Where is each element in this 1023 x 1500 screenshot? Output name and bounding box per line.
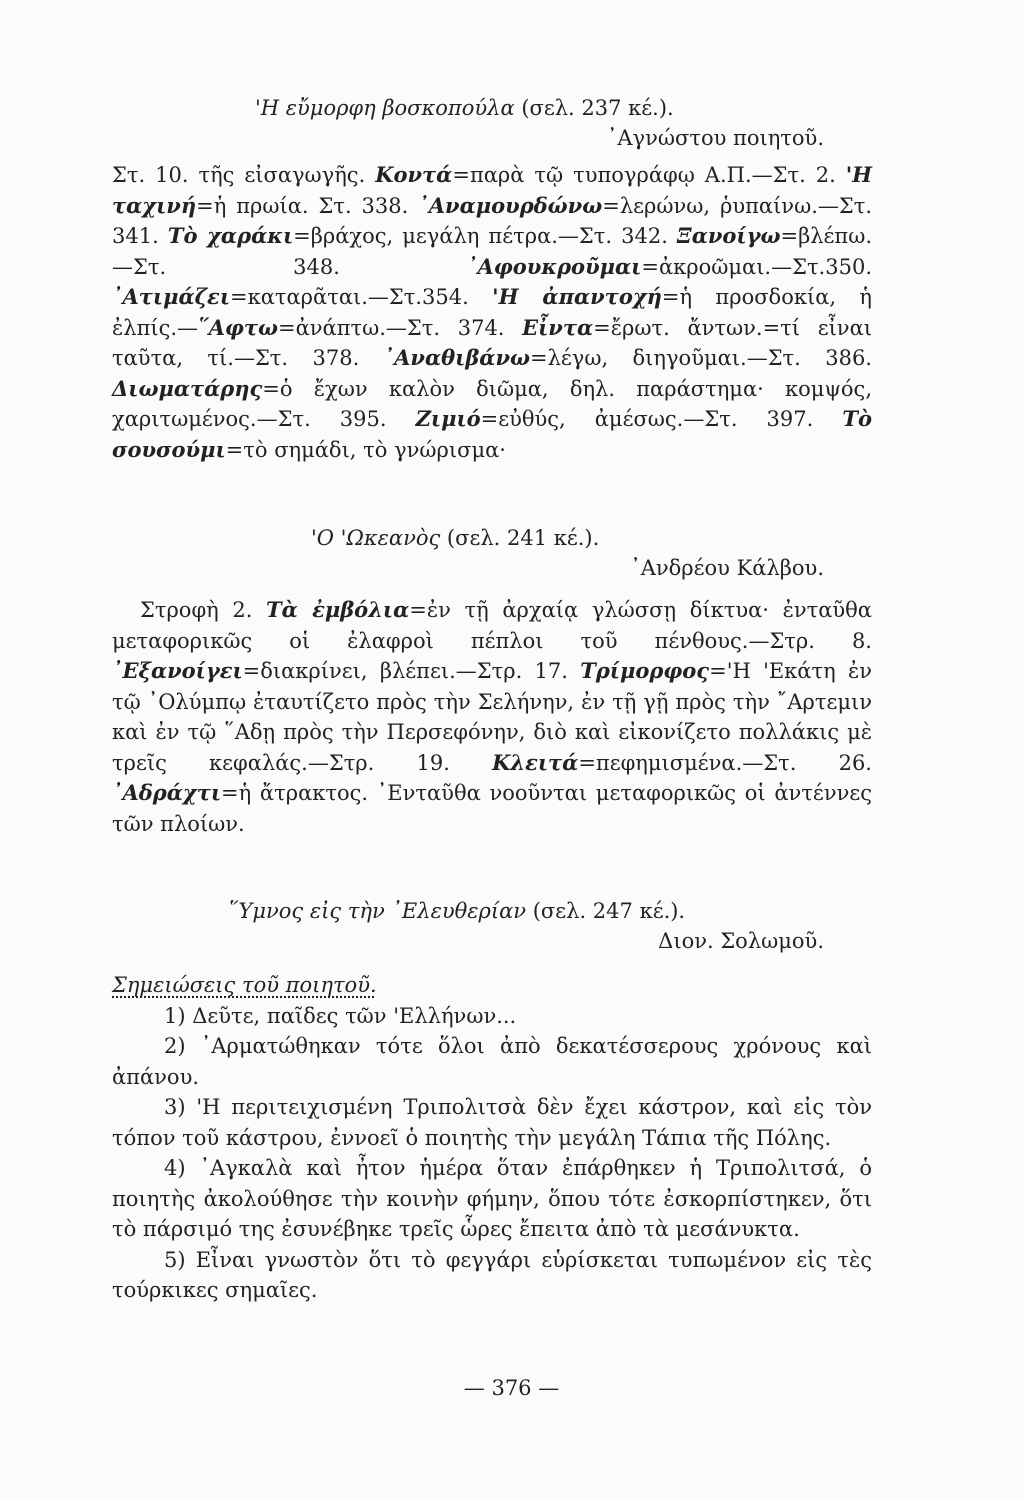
section1-text: =ἡ πρωία. Στ. 338.	[196, 193, 419, 218]
section-1-notes	[112, 160, 872, 465]
footnote-item: 5) Εἶναι γνωστὸν ὅτι τὸ φεγγάρι εὑρίσκεται τυπωμένον εἰς τὲς τούρκικες σημαῖες.	[112, 1247, 872, 1302]
section1-term: Διωματάρης	[112, 375, 263, 401]
section2-term: ᾿Εξανοίγει	[112, 658, 243, 683]
section1-text: =εὐθύς, ἀμέσως.—Στ. 397.	[480, 407, 843, 431]
footnote-item: 2) ᾿Αρματώθηκαν τότε ὅλοι ἀπὸ δεκατέσσερους χρόνους καὶ ἀπάνου.	[112, 1034, 872, 1089]
section-2-pages: (σελ. 241 κέ.).	[440, 526, 600, 550]
section-2-notes	[112, 595, 872, 839]
section1-term: 'Η ἀπαντοχή	[492, 284, 662, 309]
section-1-title: 'Η εὔμορφη βοσκοπούλα	[255, 96, 515, 120]
section2-text: =πεφημισμένα.—Στ. 26.	[578, 750, 872, 775]
section1-term: Τὸ χαράκι	[167, 223, 294, 248]
section1-term: Ζιμιό	[415, 406, 481, 431]
section1-term: Εἶντα	[522, 314, 594, 340]
section1-text: Στ. 10. τῆς εἰσαγωγῆς.	[112, 163, 376, 187]
section1-text: =ἔρωτ. ἄντων.=τί εἶναι ταῦτα, τί.—Στ. 378.	[112, 315, 872, 370]
section2-term: Κλειτά	[492, 749, 579, 775]
section-3-author: Διον. Σολωμοῦ.	[658, 929, 824, 953]
section-3-subheading: Σημειώσεις τοῦ ποιητοῦ.	[112, 973, 377, 997]
section-3-title: ῞Υμνος εἰς τὴν ᾿Ελευθερίαν	[228, 899, 527, 923]
section1-text: =βράχος, μεγάλη πέτρα.—Στ. 342.	[293, 224, 677, 248]
section2-text: =ἐν τῇ ἀρχαίᾳ γλώσσῃ δίκτυα· ἐνταῦθα μεταφορικῶς οἱ ἐλαφροὶ πέπλοι τοῦ πένθους.—Στρ. 8.	[112, 598, 872, 653]
section1-term: ῞Αφτω	[198, 314, 278, 340]
section1-text: =καταρᾶται.—Στ.354.	[229, 285, 493, 309]
section1-text: =τὸ σημάδι, τὸ γνώρισμα·	[225, 437, 506, 462]
section1-term: ᾿Αφουκροῦμαι	[466, 253, 642, 279]
footnote-item: 1) Δεῦτε, παῖδες τῶν 'Ελλήνων...	[164, 1003, 517, 1028]
section2-term: Τρίμορφος	[580, 658, 710, 683]
section1-text: =παρὰ τῷ τυπογράφῳ Α.Π.—Στ. 2.	[452, 163, 846, 187]
section-3-pages: (σελ. 247 κέ.).	[526, 899, 686, 923]
section1-term: Ξανοίγω	[676, 223, 781, 248]
section-1-heading	[112, 93, 872, 153]
section1-text: =ἀκροῶμαι.—Στ.350.	[641, 254, 872, 279]
section-2-heading	[112, 523, 872, 583]
section-2-notes-text	[112, 595, 872, 839]
section-3-heading	[112, 896, 872, 956]
section2-text: Στροφὴ 2.	[140, 598, 267, 622]
section2-text: =διακρίνει, βλέπει.—Στρ. 17.	[242, 659, 581, 683]
section1-term: ᾿Ατιμάζει	[112, 284, 230, 309]
section1-term: 'Η ταχινή	[112, 162, 873, 218]
section-1-author: ᾿Αγνώστου ποιητοῦ.	[606, 126, 824, 150]
section1-text: =λερώνω, ῥυπαίνω.—Στ. 341.	[112, 193, 873, 248]
section1-term: Τὸ σουσούμι	[112, 406, 872, 462]
section-3-body	[112, 970, 872, 1306]
section2-text: =ἡ ἄτρακτος. ᾿Ενταῦθα νοοῦνται μεταφορικῶς οἱ ἀντέννες τῶν πλοίων.	[112, 781, 872, 836]
section1-text: =λέγω, διηγοῦμαι.—Στ. 386.	[530, 346, 872, 370]
section1-term: ᾿Αναθιβάνω	[383, 345, 531, 370]
footnote-list	[112, 1001, 872, 1306]
section-1-pages: (σελ. 237 κέ.).	[514, 96, 674, 120]
footnote-item: 3) 'Η περιτειχισμένη Τριπολιτσὰ δὲν ἔχει κάστρον, καὶ εἰς τὸν τόπον τοῦ κάστρου, ἐννοεῖ ὁ ποιητὴς τὴν μεγάλη Τάπια τῆς Πόλης.	[112, 1095, 872, 1150]
page-number: — 376 —	[463, 1376, 560, 1400]
footnote-item: 4) ᾿Αγκαλὰ καὶ ἦτον ἡμέρα ὅταν ἐπάρθηκεν ἡ Τριπολιτσά, ὁ ποιητὴς ἀκολούθησε τὴν κοινὴν φήμην, ὅπου τότε ἐσκορπίστηκεν, ὅτι τὸ πάρσιμό της ἐσυνέβηκε τρεῖς ὧρες ἔπειτα ἀπὸ τὰ μεσάνυκτα.	[112, 1156, 872, 1241]
section1-term: ᾿Αναμουρδώνω	[418, 192, 603, 218]
section2-term: ᾿Αδράχτι	[112, 780, 222, 805]
section1-term: Κοντά	[375, 162, 453, 187]
section-2-title: 'Ο 'Ωκεανὸς	[311, 526, 441, 550]
section1-text: =ὁ ἔχων καλὸν διῶμα, δηλ. παράστημα· κομψός, χαριτωμένος.—Στ. 395.	[112, 376, 872, 431]
section-1-notes-text	[112, 160, 872, 465]
section1-text: =ἀνάπτω.—Στ. 374.	[277, 315, 523, 340]
section2-text: ='Η 'Εκάτη ἐν τῷ ᾿Ολύμπῳ ἐταυτίζετο πρὸς τὴν Σελήνην, ἐν τῇ γῇ πρὸς τὴν ῎Αρτεμιν καὶ ἐν τῷ ῞Αδῃ πρὸς τὴν Περσεφόνην, διὸ καὶ εἰκονίζετο πολλάκις μὲ τρεῖς κεφαλάς.—Στρ. 19.	[112, 659, 872, 775]
section1-text: =ἡ προσδοκία, ἡ ἐλπίς.—	[112, 285, 872, 340]
section1-text: =βλέπω.—Στ. 348.	[112, 224, 872, 279]
section-2-author: ᾿Ανδρέου Κάλβου.	[630, 556, 824, 580]
section2-term: Τὰ ἐμβόλια	[266, 597, 410, 622]
